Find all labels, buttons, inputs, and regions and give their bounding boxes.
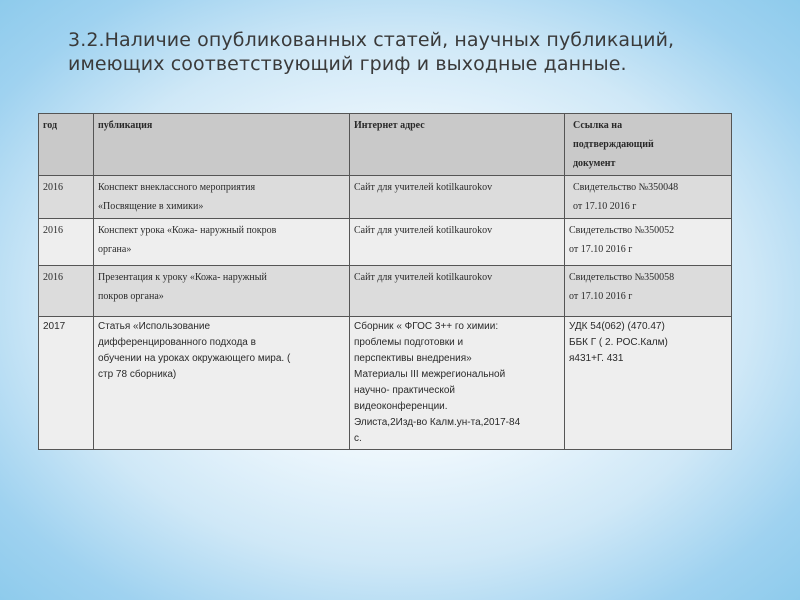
table-row	[39, 176, 732, 219]
cell-site: Сборник « ФГОС 3++ го химии: проблемы подготовки и перспективы внедрения» Материалы III межрегиональной научно- практической видеоконференции. Элиста,2Изд-во Калм.ун-та,2017-84 с.	[350, 317, 565, 450]
title-line-1: 3.2.Наличие опубликованных статей, научных публикаций,	[68, 29, 675, 51]
publications-table-wrapper	[38, 113, 731, 450]
cell-document: УДК 54(062) (470.47) ББК Г ( 2. РОС.Калм) я431+Г. 431	[565, 317, 732, 450]
cell-document: Свидетельство №350058 от 17.10 2016 г	[565, 266, 732, 317]
cell-year: 2016	[39, 266, 94, 317]
cell-year: 2016	[39, 176, 94, 219]
title-line-2: имеющих соответствующий гриф и выходные данные.	[68, 53, 627, 75]
table-header-row	[39, 114, 732, 176]
slide-title	[68, 28, 768, 76]
header-publication: публикация	[94, 114, 350, 176]
cell-publication: Конспект внеклассного мероприятия «Посвящение в химики»	[94, 176, 350, 219]
cell-site: Сайт для учителей kotilkaurokov	[350, 219, 565, 266]
cell-site: Сайт для учителей kotilkaurokov	[350, 266, 565, 317]
cell-site: Сайт для учителей kotilkaurokov	[350, 176, 565, 219]
cell-year: 2017	[39, 317, 94, 450]
cell-year: 2016	[39, 219, 94, 266]
header-year: год	[39, 114, 94, 176]
header-document: Ссылка на подтверждающий документ	[565, 114, 732, 176]
cell-document: Свидетельство №350052 от 17.10 2016 г	[565, 219, 732, 266]
cell-publication: Конспект урока «Кожа- наружный покров органа»	[94, 219, 350, 266]
cell-publication: Презентация к уроку «Кожа- наружный покров органа»	[94, 266, 350, 317]
table-row	[39, 219, 732, 266]
table-row	[39, 266, 732, 317]
publications-table	[38, 113, 732, 450]
header-site: Интернет адрес	[350, 114, 565, 176]
cell-publication: Статья «Использование дифференцированного подхода в обучении на уроках окружающего мира. ( стр 78 сборника)	[94, 317, 350, 450]
cell-document: Свидетельство №350048 от 17.10 2016 г	[565, 176, 732, 219]
table-row	[39, 317, 732, 450]
